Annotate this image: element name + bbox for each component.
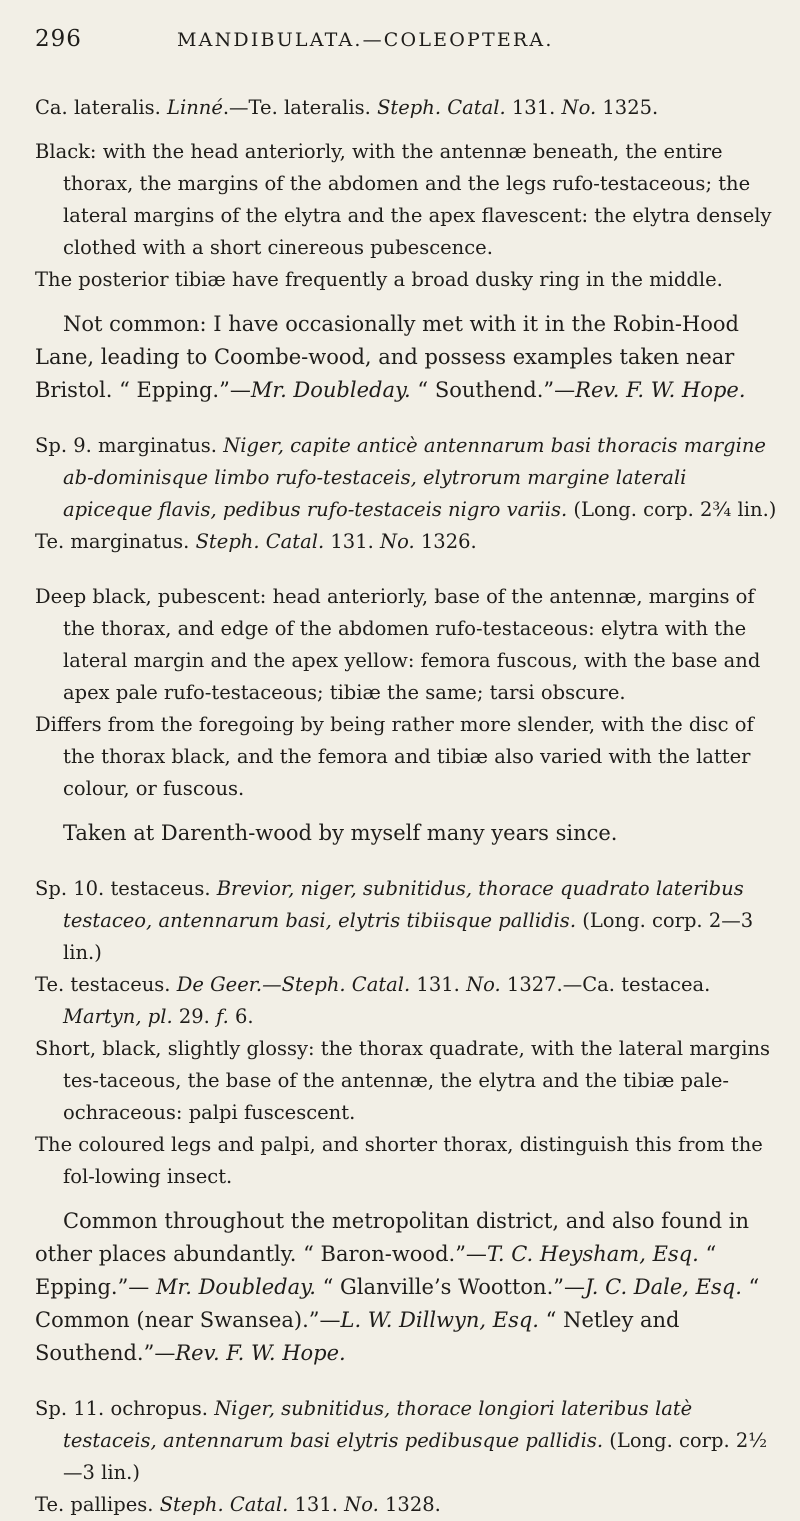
text-run: Short, black, slightly glossy: the thorax quadrate, with the lateral margins tes-taceous, the base of the antennæ, the elytra and the tibiæ pale-ochraceous: palpi fuscescent.	[35, 1037, 771, 1124]
italic-text: Brevior, niger, subnitidus, thorace quadrato lateribus testaceo, antennarum basi, elytris tibiisque pallidis.	[63, 877, 744, 932]
italic-text: Linné	[167, 96, 223, 119]
text-run: “ Glanville’s Wootton.”—	[315, 1275, 585, 1299]
text-run: Te. testaceus.	[35, 973, 177, 996]
text-run: (Long. corp. 2½—3 lin.)	[63, 1429, 768, 1484]
text-run: Te. pallipes.	[35, 1493, 160, 1516]
italic-text: Niger, capite anticè antennarum basi thoracis margine ab-dominisque limbo rufo-testaceis, elytrorum margine laterali apiceque flavis, pedibus rufo-testaceis nigro variis.	[63, 434, 766, 521]
synonymy-lateralis	[35, 92, 778, 124]
text-run: “ Epping.”—	[35, 1242, 717, 1299]
text-run: Differs from the foregoing by being rather more slender, with the disc of the thorax black, and the femora and tibiæ also varied with the latter colour, or fuscous.	[35, 713, 754, 800]
italic-text: Rev. F. W. Hope.	[575, 378, 746, 402]
text-run: 131.	[410, 973, 467, 996]
text-run: 1327.—Ca. testacea.	[500, 973, 711, 996]
text-run: Te. marginatus.	[35, 530, 196, 553]
text-run: 1328.	[378, 1493, 441, 1516]
italic-text: No.	[344, 1493, 379, 1516]
text-run: (Long. corp. 2¾ lin.)	[567, 498, 777, 521]
text-run: Common throughout the metropolitan district, and also found in other places abundantly. “ Baron-wood.”—	[35, 1209, 750, 1266]
text-run: 1325.	[596, 96, 659, 119]
description-lateralis	[35, 136, 778, 264]
text-run: 29.	[172, 1005, 217, 1028]
description-marginatus	[35, 581, 778, 709]
note-marginatus	[35, 709, 778, 805]
text-run: Sp. 9. marginatus.	[35, 434, 224, 457]
italic-text: Niger, subnitidus, thorace longiori lateribus latè testaceis, antennarum basi elytris pedibusque pallidis.	[63, 1397, 693, 1452]
species-ochropus	[35, 1393, 778, 1489]
italic-text: Mr. Doubleday.	[250, 378, 411, 402]
text-run: Taken at Darenth-wood by myself many years since.	[63, 821, 618, 845]
synonymy-ochropus	[35, 1489, 778, 1521]
italic-text: No.	[466, 973, 501, 996]
italic-text: Steph. Catal.	[377, 96, 506, 119]
italic-text: De Geer.—Steph. Catal.	[176, 973, 411, 996]
italic-text: L. W. Dillwyn, Esq.	[340, 1308, 539, 1332]
text-run: The coloured legs and palpi, and shorter thorax, distinguish this from the fol-lowing insect.	[35, 1133, 763, 1188]
running-head: MANDIBULATA.—COLEOPTERA.	[177, 29, 554, 51]
italic-text: Martyn, pl.	[63, 1005, 173, 1028]
synonymy-marginatus	[35, 526, 778, 558]
text-run: Sp. 10. testaceus.	[35, 877, 217, 900]
text-run: 131.	[324, 530, 381, 553]
locality-marginatus	[35, 817, 778, 850]
note-lateralis	[35, 264, 778, 296]
italic-text: Rev. F. W. Hope.	[175, 1341, 346, 1365]
italic-text: T. C. Heysham, Esq.	[486, 1242, 699, 1266]
locality-lateralis	[35, 308, 778, 407]
page-number: 296	[35, 26, 82, 52]
species-marginatus	[35, 430, 778, 526]
italic-text: Mr. Doubleday.	[156, 1275, 316, 1299]
text-run: “ Common (near Swansea).”—	[35, 1275, 760, 1332]
italic-text: Steph. Catal.	[195, 530, 325, 553]
text-run: The posterior tibiæ have frequently a broad dusky ring in the middle.	[35, 268, 723, 291]
text-run: Ca. lateralis.	[35, 96, 168, 119]
text-run: “ Netley and Southend.”—	[35, 1308, 680, 1365]
italic-text: Steph. Catal.	[159, 1493, 289, 1516]
italic-text: No.	[561, 96, 597, 119]
text-run: “ Southend.”—	[410, 378, 576, 402]
text-run: 131.	[288, 1493, 345, 1516]
synonymy-testaceus	[35, 969, 778, 1033]
italic-text: f.	[216, 1005, 229, 1028]
text-run: Sp. 11. ochropus.	[35, 1397, 215, 1420]
text-run: Black: with the head anteriorly, with the antennæ beneath, the entire thorax, the margins of the abdomen and the legs rufo-testaceous; the lateral margins of the elytra and the apex flavescent: the elytra densely clothed with a short cinereous pubescence.	[35, 140, 772, 259]
italic-text: J. C. Dale, Esq.	[584, 1275, 742, 1299]
text-run: 131.	[505, 96, 562, 119]
description-testaceus	[35, 1033, 778, 1129]
text-run: Not common: I have occasionally met with it in the Robin-Hood Lane, leading to Coombe-wood, and possess examples taken near Bristol. “ Epping.”—	[35, 312, 739, 402]
text-run: .—Te. lateralis.	[222, 96, 378, 119]
italic-text: No.	[380, 530, 415, 553]
text-run: 6.	[228, 1005, 254, 1028]
text-run: Deep black, pubescent: head anteriorly, base of the antennæ, margins of the thorax, and edge of the abdomen rufo-testaceous: elytra with the lateral margin and the apex yellow: femora fuscous, with the base and apex pale rufo-testaceous; tibiæ the same; tarsi obscure.	[35, 585, 761, 704]
text-run: (Long. corp. 2—3 lin.)	[63, 909, 754, 964]
note-testaceus	[35, 1129, 778, 1193]
text-run: 1326.	[414, 530, 477, 553]
species-testaceus	[35, 873, 778, 969]
locality-testaceus	[35, 1205, 778, 1370]
page-header	[35, 26, 778, 66]
